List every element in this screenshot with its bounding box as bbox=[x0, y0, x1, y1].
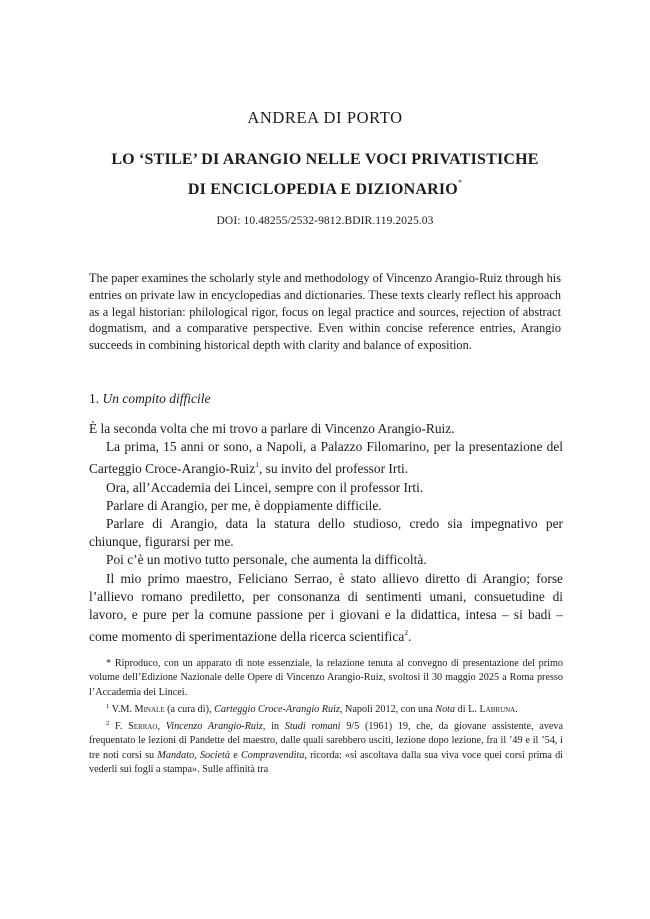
footnote-title: Nota bbox=[435, 703, 456, 715]
doi: DOI: 10.48255/2532-9812.BDIR.119.2025.03 bbox=[216, 215, 434, 227]
paragraph: È la seconda volta che mi trovo a parlare di Vincenzo Arangio-Ruiz. bbox=[89, 421, 455, 436]
section-heading bbox=[89, 391, 210, 407]
article-title bbox=[0, 148, 650, 201]
section-number: 1. bbox=[89, 391, 100, 406]
body-text bbox=[89, 420, 563, 646]
footnote-text: 9/5 (1961) 19, che, da giovane assistente, aveva frequentato le lezioni di Pandette del maestro, dalle quali sarebbero usciti, lezione dopo lezione, fra il ’49 e il ’54, i tre noti corsi su bbox=[89, 721, 564, 761]
paragraph-text: Il mio primo maestro, Feliciano Serrao, è stato allievo diretto di Arangio; forse l’allievo romano prediletto, per consonanza di sentimenti umani, consuetudine di lavoro, e pure per la comune passione per i giovani e la didattica, intesa – si badi – come momento di sperimentazione della ricerca scientifica bbox=[89, 570, 563, 645]
footnote-mark: 1 bbox=[106, 702, 110, 710]
footnote-title: Mandato bbox=[157, 749, 195, 761]
title-line-1: LO ‘STILE’ DI ARANGIO NELLE VOCI PRIVATISTICHE bbox=[111, 151, 539, 168]
footnote-mark: 2 bbox=[106, 720, 110, 728]
title-line-2-text: DI ENCICLOPEDIA E DIZIONARIO bbox=[187, 181, 458, 198]
author-name: ANDREA DI PORTO bbox=[247, 108, 403, 127]
paragraph: Parlare di Arangio, data la statura dello studioso, credo sia impegnativo per chiunque, figurarsi per me. bbox=[89, 516, 563, 550]
paragraph: Poi c’è un motivo tutto personale, che aumenta la difficoltà. bbox=[106, 552, 427, 568]
footnote-text: Riproduco, con un apparato di note essenziale, la relazione tenuta al convegno di presentazione del primo volume dell’Edizione Nazionale delle Opere di Vincenzo Arangio-Ruiz, svoltosi il 30 maggio 2025 a Roma presso l’Accademia dei Lincei. bbox=[89, 658, 564, 698]
footnote-text: (a cura di), bbox=[167, 703, 212, 715]
footnote-mark: * bbox=[106, 658, 112, 669]
paragraph: Ora, all’Accademia dei Lincei, sempre con il professor Irti. bbox=[106, 479, 424, 495]
footnote-2: $^2$ F. Serrao, Vincenzo Arangio-Ruiz, in Studi romani 9/5 (1961) 19, che, da giovane assistente, aveva frequentato le lezioni di Pandette del maestro, dalle quali sarebbero usciti, lezione dopo lezione, fra il ’49 e il ’54, i tre noti corsi su Mandato, Società e Compravendita, ricorda: «si ascoltava dalla sua viva voce quei corsi prima di vederli sui fogli a stampa». Sulle affinità tra bbox=[89, 720, 564, 776]
paragraph bbox=[89, 438, 563, 478]
footnote-author: F. Serrao bbox=[114, 721, 158, 733]
footnote-text: e bbox=[233, 749, 238, 761]
section-title: Un compito difficile bbox=[102, 391, 211, 406]
footnote-title: Società bbox=[199, 749, 230, 761]
paragraph-text: La prima, 15 anni or sono, a Napoli, a Palazzo Filomarino, per la presentazione del Carteggio Croce-Arangio-Ruiz bbox=[89, 439, 563, 477]
abstract: The paper examines the scholarly style and methodology of Vincenzo Arangio-Ruiz through his entries on private law in encyclopedias and dictionaries. These texts clearly reflect his approach as a legal historian: philological rigor, focus on legal practice and sources, rejection of abstract dogmatism, and a comparative perspective. Even within concise reference entries, Arangio succeeds in combining historical depth with clarity and balance of exposition. bbox=[89, 271, 561, 353]
paragraph-text: , su invito del professor Irti. bbox=[258, 461, 409, 477]
title-line-2 bbox=[0, 171, 650, 201]
paragraph bbox=[89, 570, 563, 647]
footnote-title: Compravendita bbox=[240, 749, 305, 761]
footnote-author: V.M. Minale bbox=[111, 703, 165, 715]
footnote-title: Vincenzo Arangio-Ruiz bbox=[165, 721, 263, 733]
footnote-text: , bbox=[194, 749, 197, 761]
footnotes bbox=[89, 657, 563, 777]
title-footnote-mark: * bbox=[457, 178, 463, 187]
footnote-text: , Napoli 2012, con una bbox=[339, 703, 433, 715]
footnote-ref: 2 bbox=[404, 628, 409, 638]
footnote-text: , in bbox=[262, 721, 280, 733]
paragraph: Parlare di Arangio, per me, è doppiamente difficile. bbox=[106, 497, 382, 513]
footnote-title: Studi romani bbox=[284, 721, 341, 733]
footnote-text: di bbox=[457, 703, 466, 715]
footnote-text: . bbox=[515, 703, 518, 715]
paragraph-text: . bbox=[408, 629, 412, 645]
footnote-title: Carteggio Croce-Arangio Ruiz bbox=[214, 703, 340, 715]
footnote-ref: 1 bbox=[255, 460, 259, 470]
footnote-author: L. Labruna bbox=[468, 703, 516, 715]
footnote-star bbox=[89, 657, 563, 700]
footnote-text: , ricorda: «si ascoltava dalla sua viva voce quei corsi prima di vederli sui fogli a stampa». Sulle affinità tra bbox=[89, 749, 564, 776]
footnote-1 bbox=[89, 700, 563, 717]
